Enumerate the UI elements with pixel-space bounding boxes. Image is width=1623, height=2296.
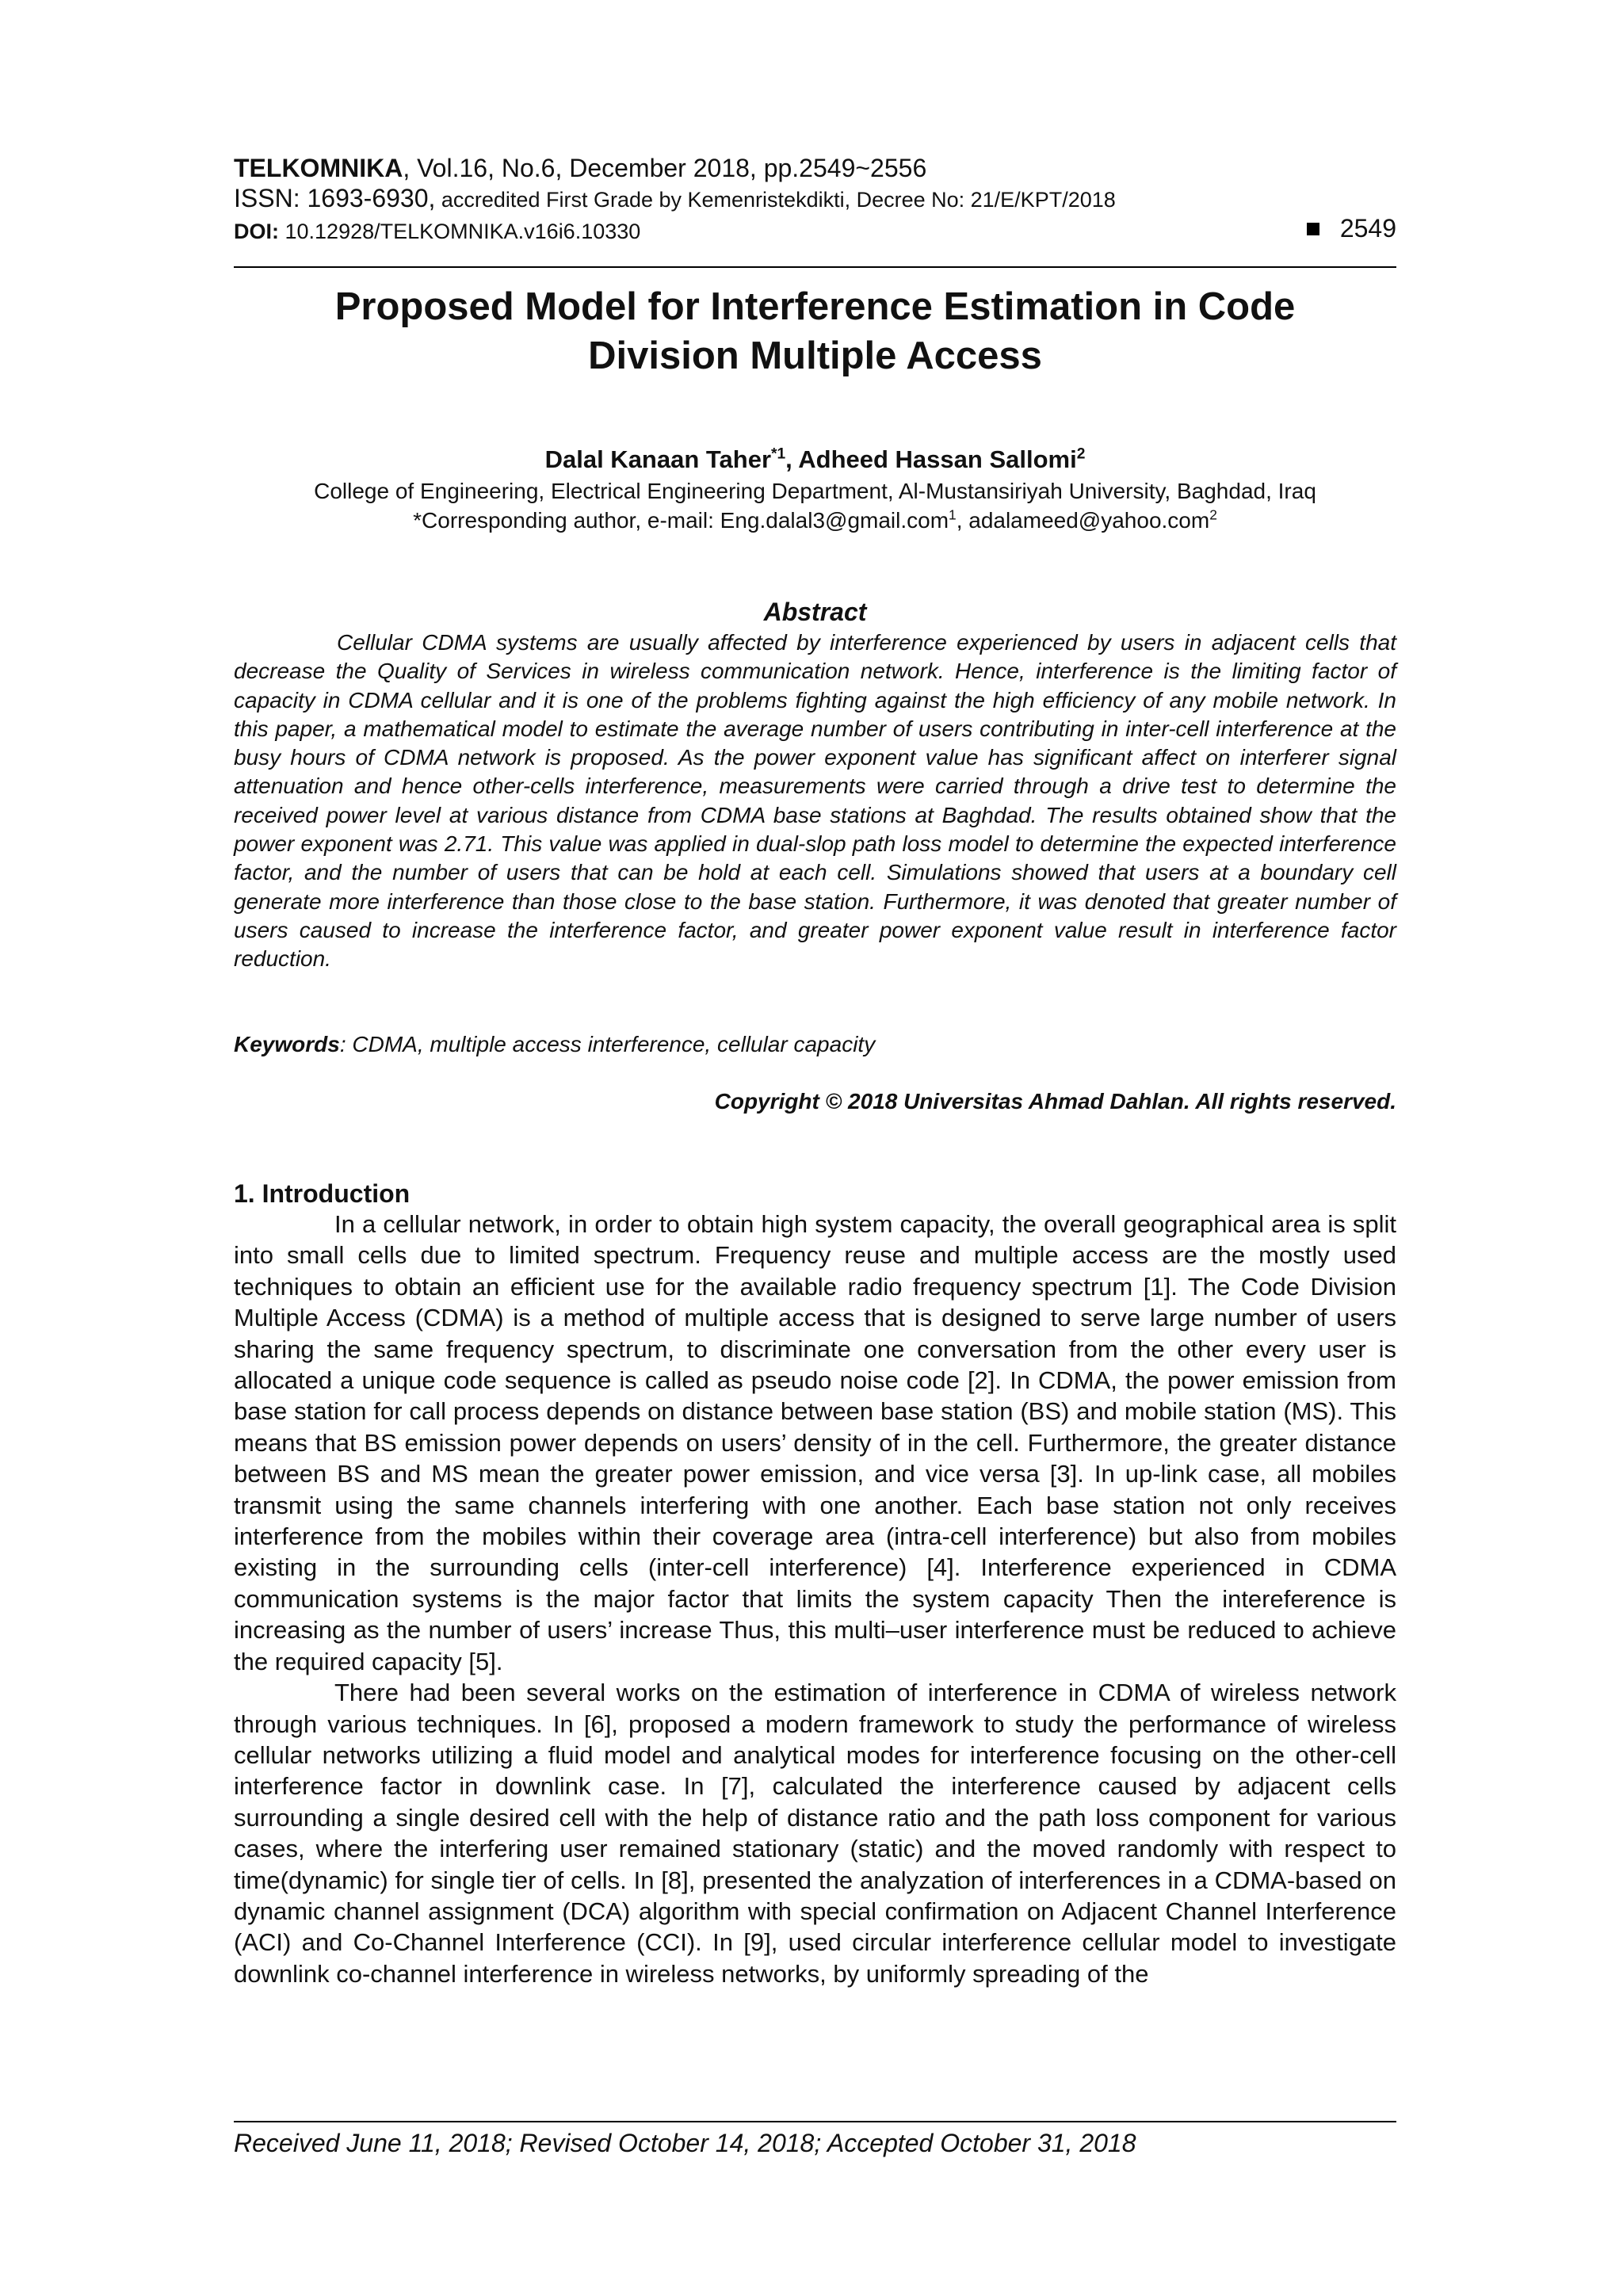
square-bullet-icon [1307, 223, 1319, 235]
contact-marker-2: 2 [1209, 506, 1217, 523]
paper-title [234, 282, 1396, 380]
submission-dates: Received June 11, 2018; Revised October 14, 2018; Accepted October 31, 2018 [234, 2129, 1136, 2157]
page-number [1307, 213, 1396, 243]
abstract-text: Cellular CDMA systems are usually affected by interference experienced by users in adjacent cells that decrease the Quality of Services in wireless communication network. Hence, interference is the limiting factor of capacity in CDMA cellular and it is one of the problems fighting against the high efficiency of any mobile network. In this paper, a mathematical model to estimate the average number of users contributing in inter-cell interference at the busy hours of CDMA network is proposed. As the power exponent value has significant affect on interferer signal attenuation and hence other-cells interference, measurements were carried through a drive test to determine the received power level at various distance from CDMA base stations at Baghdad. The results obtained show that the power exponent was 2.71. This value was applied in dual-slop path loss model to determine the expected interference factor, and the number of users that can be hold at each cell. Simulations showed that users at a boundary cell generate more interference than those close to the base station. Furthermore, it was denoted that greater number of users caused to increase the interference factor, and greater power exponent value result in interference factor reduction. [234, 630, 1396, 972]
title-line-1: Proposed Model for Interference Estimation in Code [334, 285, 1296, 328]
author-separator: , [785, 445, 799, 473]
issn-line [234, 183, 1396, 215]
journal-name: TELKOMNIKA [234, 154, 403, 182]
abstract-heading: Abstract [763, 598, 867, 626]
introduction-paragraph: There had been several works on the estimation of interference in CDMA of wireless network through various techniques. In [6], proposed a modern framework to study the performance of wireless cellular networks utilizing a fluid model and analytical modes for interference focusing on the other-cell interference factor in downlink case. In [7], calculated the interference caused by adjacent cells surrounding a single desired cell with the help of distance ratio and the path loss component for various cases, where the interfering user remained stationary (static) and the moved randomly with respect to time(dynamic) for single tier of cells. In [8], presented the analyzation of interferences in a CDMA-based on dynamic channel assignment (DCA) algorithm with special confirmation on Adjacent Channel Interference (ACI) and Co-Channel Interference (CCI). In [9], used circular interference cellular model to investigate downlink co-channel interference in wireless networks, by uniformly spreading of the [234, 1679, 1396, 1988]
section-heading-introduction: 1. Introduction [234, 1179, 411, 1208]
keywords-label: Keywords [234, 1032, 340, 1056]
contact-email-1[interactable]: *Corresponding author, e-mail: Eng.dalal3@gmail.com [413, 508, 949, 533]
accreditation-info: accredited First Grade by Kemenristekdikti, Decree No: 21/E/KPT/2018 [435, 188, 1116, 212]
contact-email-2[interactable]: , adalameed@yahoo.com [956, 508, 1210, 533]
doi-line [234, 215, 1396, 246]
affiliation: College of Engineering, Electrical Engineering Department, Al-Mustansiriyah University, Baghdad, Iraq [314, 479, 1316, 503]
contact-marker-1: 1 [949, 506, 957, 523]
author-1: Dalal Kanaan Taher [544, 445, 772, 473]
author-2-marker: 2 [1076, 445, 1086, 463]
header-divider [234, 266, 1396, 268]
author-1-marker: *1 [771, 445, 786, 463]
doi-value[interactable]: 10.12928/TELKOMNIKA.v16i6.10330 [279, 220, 641, 243]
introduction-paragraph: In a cellular network, in order to obtain high system capacity, the overall geographical area is split into small cells due to limited spectrum. Frequency reuse and multiple access are the mostly used techniques to obtain an efficient use for the available radio frequency spectrum [1]. The Code Division Multiple Access (CDMA) is a method of multiple access that is designed to serve large number of users sharing the same frequency spectrum, to discriminate one conversation from the other every user is allocated a unique code sequence is called as pseudo noise code [2]. In CDMA, the power emission from base station for call process depends on distance between base station (BS) and mobile station (MS). This means that BS emission power depends on users’ density of in the cell. Furthermore, the greater distance between BS and MS mean the greater power emission, and vice versa [3]. In up-link case, all mobiles transmit using the same channels interfering with one another. Each base station not only receives interference from the mobiles within their coverage area (intra-cell interference) but also from mobiles existing in the surrounding cells (inter-cell interference) [4]. Interference experienced in CDMA communication systems is the major factor that limits the system capacity Then the intereference is increasing as the number of users’ increase Thus, this multi–user interference must be reduced to achieve the required capacity [5]. [234, 1210, 1396, 1675]
corresponding-author [234, 506, 1396, 536]
author-2: Adheed Hassan Sallomi [798, 445, 1077, 473]
issn-label: ISSN: 1693-6930, [234, 184, 436, 212]
copyright-notice: Copyright © 2018 Universitas Ahmad Dahlan. All rights reserved. [714, 1089, 1396, 1114]
keywords [234, 1030, 1396, 1060]
title-line-2: Division Multiple Access [588, 334, 1042, 377]
journal-header [234, 153, 1396, 246]
footer-divider [234, 2121, 1396, 2122]
introduction-body [234, 1209, 1396, 1989]
keywords-list: : CDMA, multiple access interference, cellular capacity [339, 1032, 876, 1056]
page-number-value: 2549 [1339, 214, 1396, 243]
journal-volume-info: , Vol.16, No.6, December 2018, pp.2549~2556 [403, 154, 927, 182]
journal-citation-line [234, 153, 1396, 183]
doi-label: DOI: [234, 220, 279, 243]
author-list [234, 444, 1396, 476]
